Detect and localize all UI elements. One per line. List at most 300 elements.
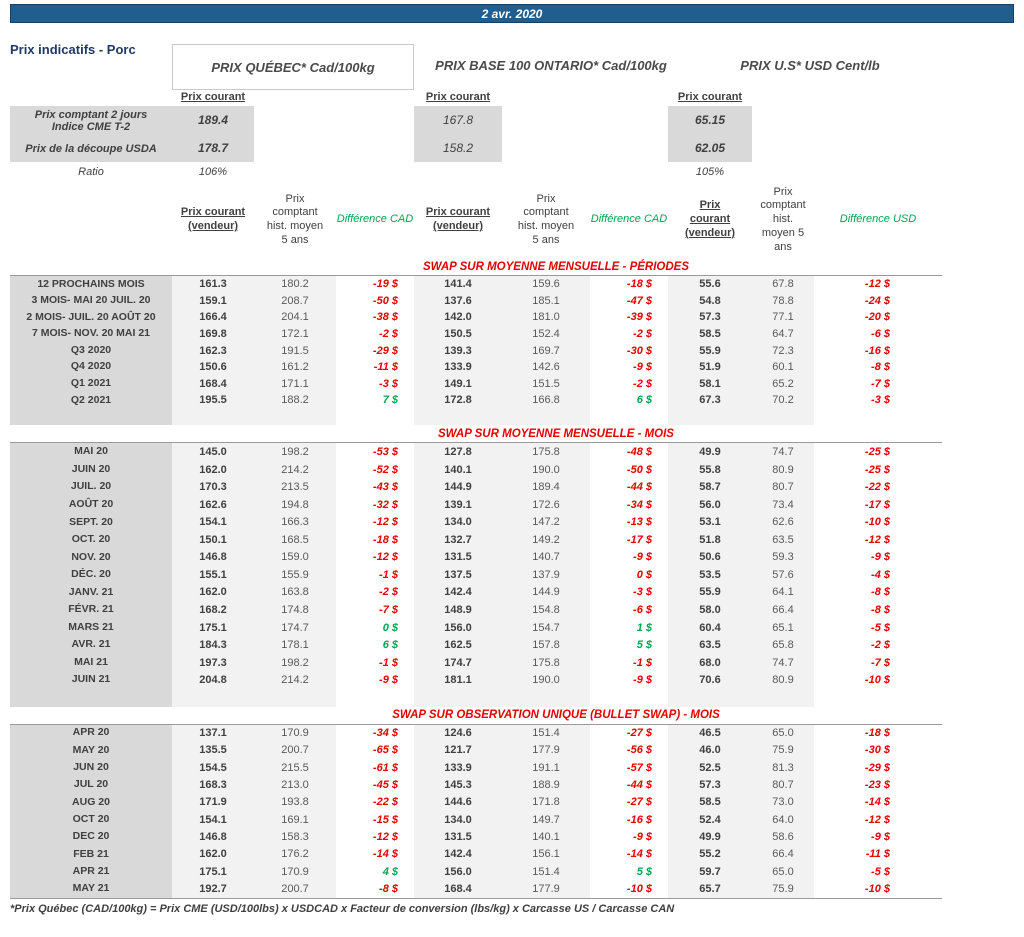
- price-courant-cell: 135.5: [172, 742, 254, 759]
- price-hist-cell: 80.9: [752, 461, 814, 479]
- price-hist-cell: 144.9: [502, 584, 590, 602]
- price-hist-cell: 190.0: [502, 461, 590, 479]
- price-hist-cell: 75.9: [752, 880, 814, 897]
- price-hist-cell: 70.2: [752, 392, 814, 409]
- spacer-cell: [590, 409, 668, 426]
- price-hist-cell: 180.2: [254, 276, 336, 293]
- spacer-row: [10, 689, 942, 707]
- difference-cell: -15 $: [372, 813, 398, 826]
- price-courant-cell: 150.5: [414, 326, 502, 343]
- spot-label-cme: Prix comptant 2 jours Indice CME T-2: [10, 106, 172, 136]
- price-hist-cell: 213.0: [254, 776, 336, 793]
- price-hist-cell: 60.1: [752, 359, 814, 376]
- spacer-cell: [502, 689, 590, 707]
- column-header-hist-us: Prix comptant hist. moyen 5 ans: [760, 185, 806, 253]
- price-hist-cell: 177.9: [502, 742, 590, 759]
- price-hist-cell: 149.7: [502, 811, 590, 828]
- table-row: [10, 514, 942, 532]
- price-hist-cell: 59.3: [752, 549, 814, 567]
- row-label: JUIL. 20: [10, 478, 172, 496]
- difference-cell: -30 $: [626, 344, 652, 357]
- prix-courant-label-us: Prix courant: [677, 90, 743, 103]
- row-label: JANV. 21: [10, 584, 172, 602]
- price-courant-cell: 168.2: [172, 601, 254, 619]
- row-label: MAI 21: [10, 654, 172, 672]
- spot-value-us-cme: 65.15: [668, 106, 752, 136]
- price-hist-cell: 63.5: [752, 531, 814, 549]
- table-row: [10, 566, 942, 584]
- price-hist-cell: 200.7: [254, 880, 336, 897]
- difference-cell: -16 $: [864, 344, 890, 357]
- column-header-hist-ontario: Prix comptant hist. moyen 5 ans: [517, 192, 575, 246]
- price-hist-cell: 81.3: [752, 759, 814, 776]
- table-row: [10, 759, 942, 776]
- price-courant-cell: 140.1: [414, 461, 502, 479]
- spacer-cell: [502, 409, 590, 426]
- difference-cell: 7 $: [382, 394, 398, 407]
- difference-cell: -3 $: [633, 586, 652, 599]
- price-hist-cell: 178.1: [254, 636, 336, 654]
- difference-cell: -12 $: [864, 533, 890, 546]
- price-hist-cell: 64.1: [752, 584, 814, 602]
- table-row: [10, 309, 942, 326]
- table-row: [10, 794, 942, 811]
- difference-cell: -27 $: [626, 796, 652, 809]
- price-courant-cell: 162.0: [172, 461, 254, 479]
- price-courant-cell: 127.8: [414, 443, 502, 461]
- table-row: [10, 636, 942, 654]
- row-label: MARS 21: [10, 619, 172, 637]
- ratio-value-us: 105%: [695, 165, 725, 178]
- row-label: JUN 20: [10, 759, 172, 776]
- difference-cell: -9 $: [379, 674, 398, 687]
- footnote: *Prix Québec (CAD/100kg) = Prix CME (USD/100lbs) x USDCAD x Facteur de conversion (lbs/kg) x Carcasse US / Carcasse CAN: [10, 902, 675, 915]
- price-courant-cell: 53.5: [668, 566, 752, 584]
- difference-cell: -1 $: [379, 568, 398, 581]
- difference-cell: -12 $: [372, 551, 398, 564]
- price-hist-cell: 159.0: [254, 549, 336, 567]
- spot-row-cme: [10, 106, 942, 136]
- difference-cell: -8 $: [871, 586, 890, 599]
- price-hist-cell: 161.2: [254, 359, 336, 376]
- price-hist-cell: 140.7: [502, 549, 590, 567]
- price-courant-cell: 174.7: [414, 654, 502, 672]
- price-hist-cell: 188.9: [502, 776, 590, 793]
- price-hist-cell: 74.7: [752, 443, 814, 461]
- difference-cell: -12 $: [864, 278, 890, 291]
- row-label: JUL 20: [10, 776, 172, 793]
- price-courant-cell: 133.9: [414, 759, 502, 776]
- price-courant-cell: 148.9: [414, 601, 502, 619]
- price-hist-cell: 163.8: [254, 584, 336, 602]
- difference-cell: -34 $: [626, 498, 652, 511]
- price-hist-cell: 137.9: [502, 566, 590, 584]
- difference-cell: -12 $: [864, 813, 890, 826]
- spacer-cell: [10, 689, 172, 707]
- price-courant-cell: 192.7: [172, 880, 254, 897]
- price-courant-cell: 146.8: [172, 549, 254, 567]
- price-hist-cell: 170.9: [254, 863, 336, 880]
- difference-cell: -3 $: [871, 394, 890, 407]
- price-courant-cell: 162.3: [172, 342, 254, 359]
- price-courant-cell: 55.6: [668, 276, 752, 293]
- price-courant-cell: 149.1: [414, 376, 502, 393]
- price-hist-cell: 75.9: [752, 742, 814, 759]
- price-hist-cell: 175.8: [502, 443, 590, 461]
- price-courant-cell: 124.6: [414, 725, 502, 742]
- row-label: Q2 2021: [10, 392, 172, 409]
- difference-cell: -27 $: [626, 727, 652, 740]
- section-rows: [10, 443, 942, 706]
- price-hist-cell: 213.5: [254, 478, 336, 496]
- table-row: [10, 342, 942, 359]
- row-label: AVR. 21: [10, 636, 172, 654]
- table-row: [10, 654, 942, 672]
- difference-cell: -14 $: [864, 796, 890, 809]
- column-header-diff-cad-ontario: Différence CAD: [590, 213, 668, 226]
- spacer-cell: [414, 689, 502, 707]
- price-courant-cell: 156.0: [414, 863, 502, 880]
- spacer-row: [10, 409, 942, 426]
- price-courant-cell: 134.0: [414, 514, 502, 532]
- price-hist-cell: 147.2: [502, 514, 590, 532]
- price-courant-cell: 49.9: [668, 828, 752, 845]
- section-title: SWAP SUR OBSERVATION UNIQUE (BULLET SWAP) - MOIS: [10, 707, 942, 725]
- price-hist-cell: 185.1: [502, 293, 590, 310]
- price-courant-cell: 168.3: [172, 776, 254, 793]
- difference-cell: -57 $: [626, 761, 652, 774]
- row-label: 12 PROCHAINS MOIS: [10, 276, 172, 293]
- row-label: MAY 21: [10, 880, 172, 897]
- spot-value-quebec-cme: 189.4: [172, 106, 254, 136]
- spacer-cell: [172, 409, 254, 426]
- price-hist-cell: 57.6: [752, 566, 814, 584]
- column-header-courant-us: Prix courant (vendeur): [684, 199, 736, 239]
- price-hist-cell: 177.9: [502, 880, 590, 897]
- price-courant-cell: 58.1: [668, 376, 752, 393]
- row-label: APR 21: [10, 863, 172, 880]
- row-label: 3 MOIS- MAI 20 JUIL. 20: [10, 293, 172, 310]
- ratio-value-ontario: [414, 162, 502, 182]
- spot-value-quebec-usda: 178.7: [172, 136, 254, 162]
- difference-cell: -8 $: [379, 882, 398, 895]
- price-hist-cell: 166.3: [254, 514, 336, 532]
- difference-cell: -2 $: [379, 328, 398, 341]
- price-courant-cell: 169.8: [172, 326, 254, 343]
- table-bottom-divider: [10, 898, 942, 899]
- price-hist-cell: 151.5: [502, 376, 590, 393]
- difference-cell: -9 $: [633, 830, 652, 843]
- price-hist-cell: 158.3: [254, 828, 336, 845]
- price-hist-cell: 80.9: [752, 671, 814, 689]
- difference-cell: -1 $: [633, 656, 652, 669]
- market-header-quebec-box: [172, 44, 414, 90]
- price-courant-cell: 65.7: [668, 880, 752, 897]
- price-courant-cell: 154.1: [172, 514, 254, 532]
- spot-label-usda: Prix de la découpe USDA: [10, 136, 172, 162]
- price-courant-cell: 156.0: [414, 619, 502, 637]
- price-courant-cell: 57.3: [668, 776, 752, 793]
- difference-cell: -9 $: [633, 674, 652, 687]
- difference-cell: -45 $: [372, 779, 398, 792]
- price-hist-cell: 151.4: [502, 863, 590, 880]
- price-hist-cell: 72.3: [752, 342, 814, 359]
- difference-cell: -50 $: [626, 463, 652, 476]
- price-courant-cell: 56.0: [668, 496, 752, 514]
- price-courant-cell: 175.1: [172, 619, 254, 637]
- difference-cell: -2 $: [633, 328, 652, 341]
- price-courant-cell: 155.1: [172, 566, 254, 584]
- column-header-courant-ontario: Prix courant (vendeur): [425, 206, 491, 232]
- price-courant-cell: 54.8: [668, 293, 752, 310]
- difference-cell: -2 $: [633, 377, 652, 390]
- row-label: APR 20: [10, 725, 172, 742]
- price-hist-cell: 155.9: [254, 566, 336, 584]
- difference-cell: -1 $: [379, 656, 398, 669]
- price-hist-cell: 189.4: [502, 478, 590, 496]
- page-title: Prix indicatifs - Porc: [10, 42, 136, 57]
- price-hist-cell: 198.2: [254, 443, 336, 461]
- table-row: [10, 392, 942, 409]
- price-hist-cell: 188.2: [254, 392, 336, 409]
- price-hist-cell: 62.6: [752, 514, 814, 532]
- spacer-cell: [254, 409, 336, 426]
- price-courant-cell: 154.1: [172, 811, 254, 828]
- price-courant-cell: 137.6: [414, 293, 502, 310]
- price-hist-cell: 154.7: [502, 619, 590, 637]
- difference-cell: -11 $: [865, 848, 890, 861]
- difference-cell: -32 $: [372, 498, 398, 511]
- difference-cell: -10 $: [864, 882, 890, 895]
- table-row: [10, 846, 942, 863]
- spot-value-ontario-cme: 167.8: [414, 106, 502, 136]
- price-courant-cell: 144.6: [414, 794, 502, 811]
- price-courant-cell: 55.9: [668, 584, 752, 602]
- spacer-cell: [336, 409, 414, 426]
- price-courant-cell: 172.8: [414, 392, 502, 409]
- price-courant-cell: 63.5: [668, 636, 752, 654]
- spacer-cell: [752, 689, 814, 707]
- table-row: [10, 276, 942, 293]
- price-hist-cell: 149.2: [502, 531, 590, 549]
- price-hist-cell: 151.4: [502, 725, 590, 742]
- difference-cell: -10 $: [864, 516, 890, 529]
- section-title: SWAP SUR MOYENNE MENSUELLE - MOIS: [10, 425, 942, 443]
- price-courant-cell: 67.3: [668, 392, 752, 409]
- swap-sections: [10, 258, 942, 899]
- column-header-diff-cad-quebec: Différence CAD: [336, 213, 414, 226]
- price-courant-cell: 53.1: [668, 514, 752, 532]
- price-courant-cell: 134.0: [414, 811, 502, 828]
- table-row: [10, 880, 942, 897]
- price-courant-cell: 68.0: [668, 654, 752, 672]
- spacer-cell: [336, 689, 414, 707]
- price-hist-cell: 78.8: [752, 293, 814, 310]
- price-courant-cell: 50.6: [668, 549, 752, 567]
- price-courant-cell: 58.0: [668, 601, 752, 619]
- price-courant-cell: 181.1: [414, 671, 502, 689]
- difference-cell: -14 $: [626, 848, 652, 861]
- price-courant-cell: 145.0: [172, 443, 254, 461]
- difference-cell: -6 $: [633, 603, 652, 616]
- difference-cell: -24 $: [864, 294, 890, 307]
- price-courant-cell: 132.7: [414, 531, 502, 549]
- row-label: AUG 20: [10, 794, 172, 811]
- difference-cell: -2 $: [379, 586, 398, 599]
- price-hist-cell: 175.8: [502, 654, 590, 672]
- difference-cell: -22 $: [864, 481, 890, 494]
- price-hist-cell: 67.8: [752, 276, 814, 293]
- price-hist-cell: 142.6: [502, 359, 590, 376]
- price-hist-cell: 200.7: [254, 742, 336, 759]
- price-courant-cell: 60.4: [668, 619, 752, 637]
- row-label: MAY 20: [10, 742, 172, 759]
- spacer-cell: [414, 409, 502, 426]
- price-courant-cell: 55.8: [668, 461, 752, 479]
- row-label: OCT. 20: [10, 531, 172, 549]
- difference-cell: -5 $: [871, 621, 890, 634]
- spot-value-us-usda: 62.05: [668, 136, 752, 162]
- price-courant-cell: 131.5: [414, 828, 502, 845]
- price-hist-cell: 65.8: [752, 636, 814, 654]
- table-row: [10, 496, 942, 514]
- row-label: NOV. 20: [10, 549, 172, 567]
- price-courant-cell: 154.5: [172, 759, 254, 776]
- market-header-quebec: PRIX QUÉBEC* Cad/100kg: [211, 59, 375, 75]
- section-rows: [10, 276, 942, 425]
- price-hist-cell: 66.4: [752, 601, 814, 619]
- difference-cell: -19 $: [372, 278, 398, 291]
- difference-cell: -50 $: [372, 294, 398, 307]
- section-title: SWAP SUR MOYENNE MENSUELLE - PÉRIODES: [10, 258, 942, 276]
- market-header-ontario: PRIX BASE 100 ONTARIO* Cad/100kg: [435, 58, 667, 73]
- price-hist-cell: 191.1: [502, 759, 590, 776]
- row-label: DÉC. 20: [10, 566, 172, 584]
- price-courant-cell: 52.4: [668, 811, 752, 828]
- difference-cell: -7 $: [379, 603, 398, 616]
- price-courant-cell: 52.5: [668, 759, 752, 776]
- price-hist-cell: 166.8: [502, 392, 590, 409]
- price-hist-cell: 172.6: [502, 496, 590, 514]
- difference-cell: -10 $: [626, 882, 652, 895]
- difference-cell: 6 $: [382, 639, 398, 652]
- table-row: [10, 811, 942, 828]
- table-row: [10, 359, 942, 376]
- price-courant-cell: 170.3: [172, 478, 254, 496]
- table-row: [10, 725, 942, 742]
- price-courant-cell: 171.9: [172, 794, 254, 811]
- price-hist-cell: 181.0: [502, 309, 590, 326]
- column-headers-row: [10, 182, 942, 258]
- price-courant-cell: 51.8: [668, 531, 752, 549]
- row-label: Q3 2020: [10, 342, 172, 359]
- column-header-courant-quebec: Prix courant (vendeur): [180, 206, 246, 232]
- ratio-label: Ratio: [78, 165, 104, 178]
- difference-cell: -39 $: [626, 311, 652, 324]
- price-hist-cell: 156.1: [502, 846, 590, 863]
- price-courant-cell: 58.5: [668, 326, 752, 343]
- price-courant-cell: 142.4: [414, 584, 502, 602]
- price-courant-cell: 55.9: [668, 342, 752, 359]
- prix-courant-row: [10, 88, 942, 106]
- price-courant-cell: 139.3: [414, 342, 502, 359]
- prix-courant-label-ontario: Prix courant: [425, 90, 491, 103]
- price-courant-cell: 197.3: [172, 654, 254, 672]
- row-label: JUIN 20: [10, 461, 172, 479]
- row-label: AOÛT 20: [10, 496, 172, 514]
- price-courant-cell: 204.8: [172, 671, 254, 689]
- prix-courant-label-quebec: Prix courant: [180, 90, 246, 103]
- difference-cell: -44 $: [626, 779, 652, 792]
- price-courant-cell: 137.5: [414, 566, 502, 584]
- price-hist-cell: 208.7: [254, 293, 336, 310]
- price-hist-cell: 171.8: [502, 794, 590, 811]
- row-label: JUIN 21: [10, 671, 172, 689]
- price-hist-cell: 77.1: [752, 309, 814, 326]
- price-hist-cell: 65.0: [752, 725, 814, 742]
- row-label: DEC 20: [10, 828, 172, 845]
- spacer-cell: [668, 689, 752, 707]
- price-hist-cell: 157.8: [502, 636, 590, 654]
- difference-cell: -56 $: [626, 744, 652, 757]
- difference-cell: -8 $: [871, 361, 890, 374]
- price-courant-cell: 159.1: [172, 293, 254, 310]
- difference-cell: -17 $: [626, 533, 652, 546]
- row-label: Q4 2020: [10, 359, 172, 376]
- table-row: [10, 863, 942, 880]
- difference-cell: -25 $: [864, 446, 890, 459]
- difference-cell: 0 $: [382, 621, 398, 634]
- price-courant-cell: 166.4: [172, 309, 254, 326]
- spacer-cell: [10, 409, 172, 426]
- price-hist-cell: 194.8: [254, 496, 336, 514]
- price-hist-cell: 204.1: [254, 309, 336, 326]
- table-row: [10, 671, 942, 689]
- price-hist-cell: 215.5: [254, 759, 336, 776]
- spacer-cell: [814, 689, 942, 707]
- difference-cell: -12 $: [372, 516, 398, 529]
- price-courant-cell: 168.4: [172, 376, 254, 393]
- price-courant-cell: 131.5: [414, 549, 502, 567]
- price-hist-cell: 174.8: [254, 601, 336, 619]
- row-label: 2 MOIS- JUIL. 20 AOÛT 20: [10, 309, 172, 326]
- price-courant-cell: 168.4: [414, 880, 502, 897]
- difference-cell: -29 $: [372, 344, 398, 357]
- difference-cell: -17 $: [864, 498, 890, 511]
- price-courant-cell: 139.1: [414, 496, 502, 514]
- price-hist-cell: 176.2: [254, 846, 336, 863]
- price-courant-cell: 121.7: [414, 742, 502, 759]
- price-hist-cell: 74.7: [752, 654, 814, 672]
- table-row: [10, 828, 942, 845]
- difference-cell: -65 $: [372, 744, 398, 757]
- price-hist-cell: 64.7: [752, 326, 814, 343]
- difference-cell: 4 $: [382, 865, 398, 878]
- price-hist-cell: 169.7: [502, 342, 590, 359]
- difference-cell: -7 $: [871, 377, 890, 390]
- market-header-us: PRIX U.S* USD Cent/lb: [740, 58, 880, 73]
- difference-cell: -5 $: [871, 865, 890, 878]
- price-courant-cell: 142.0: [414, 309, 502, 326]
- section-rows: [10, 725, 942, 899]
- difference-cell: -18 $: [864, 727, 890, 740]
- price-hist-cell: 66.4: [752, 846, 814, 863]
- difference-cell: -34 $: [372, 727, 398, 740]
- row-label: FÉVR. 21: [10, 601, 172, 619]
- difference-cell: -25 $: [864, 463, 890, 476]
- price-hist-cell: 169.1: [254, 811, 336, 828]
- difference-cell: 6 $: [636, 394, 652, 407]
